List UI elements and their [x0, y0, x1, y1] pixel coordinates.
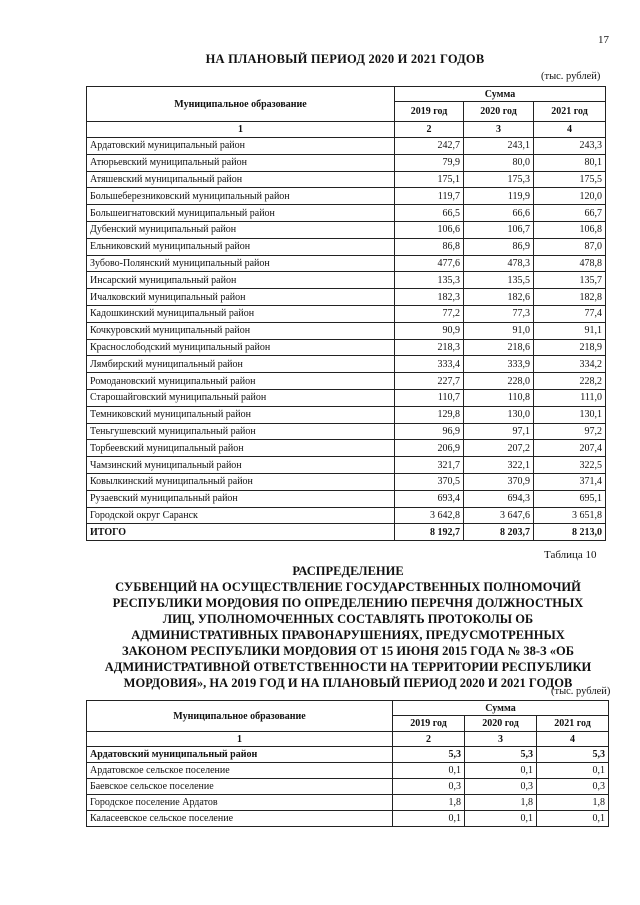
value-2019: 370,5: [395, 473, 464, 490]
table-row: [87, 457, 606, 474]
municipality-name: Инсарский муниципальный район: [87, 272, 395, 289]
value-2020: 333,9: [464, 356, 534, 373]
value-2021: 182,8: [534, 289, 606, 306]
heading-line: РЕСПУБЛИКИ МОРДОВИЯ ПО ОПРЕДЕЛЕНИЮ ПЕРЕЧНЯ ДОЛЖНОСТНЫХ: [112, 596, 584, 610]
table-row: [87, 205, 606, 222]
table-row: [87, 423, 606, 440]
value-2021: 175,5: [534, 171, 606, 188]
value-2021: 1,8: [537, 795, 609, 811]
value-2020: 322,1: [464, 457, 534, 474]
value-2020: 106,7: [464, 221, 534, 238]
value-2021: 66,7: [534, 205, 606, 222]
municipality-name: Ромодановский муниципальный район: [87, 373, 395, 390]
value-2020: 5,3: [465, 747, 537, 763]
value-2019: 1,8: [393, 795, 465, 811]
col-number: 2: [393, 732, 465, 747]
col-header-sum: Сумма: [393, 701, 609, 716]
total-2020: 8 203,7: [464, 524, 534, 541]
value-2021: 478,8: [534, 255, 606, 272]
table-row: [87, 406, 606, 423]
value-2021: 207,4: [534, 440, 606, 457]
value-2020: 1,8: [465, 795, 537, 811]
table-row: [87, 272, 606, 289]
value-2020: 135,5: [464, 272, 534, 289]
total-row: [87, 524, 606, 541]
value-2019: 86,8: [395, 238, 464, 255]
value-2020: 130,0: [464, 406, 534, 423]
col-header-year: 2021 год: [537, 716, 609, 732]
table-row: [87, 322, 606, 339]
value-2019: 321,7: [395, 457, 464, 474]
value-2019: 206,9: [395, 440, 464, 457]
value-2019: 0,1: [393, 811, 465, 827]
value-2019: 90,9: [395, 322, 464, 339]
distribution-table-2: [86, 700, 609, 827]
value-2021: 130,1: [534, 406, 606, 423]
table-row: [87, 811, 609, 827]
table-row: [87, 473, 606, 490]
col-header-year: 2020 год: [464, 102, 534, 122]
value-2020: 218,6: [464, 339, 534, 356]
col-number: 4: [534, 122, 606, 138]
table2-heading: [88, 563, 608, 691]
col-header-year: 2020 год: [465, 716, 537, 732]
total-2021: 8 213,0: [534, 524, 606, 541]
municipality-name: Теньгушевский муниципальный район: [87, 423, 395, 440]
value-2019: 129,8: [395, 406, 464, 423]
municipality-name: Чамзинский муниципальный район: [87, 457, 395, 474]
col-number: 3: [465, 732, 537, 747]
table-row: [87, 221, 606, 238]
municipality-name: Лямбирский муниципальный район: [87, 356, 395, 373]
table-row: [87, 171, 606, 188]
value-2020: 175,3: [464, 171, 534, 188]
table-row: [87, 747, 609, 763]
heading-line: ЗАКОНОМ РЕСПУБЛИКИ МОРДОВИЯ ОТ 15 ИЮНЯ 2015 ГОДА № 38-З «ОБ: [121, 644, 575, 658]
value-2019: 477,6: [395, 255, 464, 272]
municipality-name: Городской округ Саранск: [87, 507, 395, 524]
table-row: [87, 356, 606, 373]
table-row: [87, 339, 606, 356]
table1-body: [87, 138, 606, 524]
value-2021: 111,0: [534, 389, 606, 406]
value-2020: 110,8: [464, 389, 534, 406]
value-2020: 66,6: [464, 205, 534, 222]
value-2021: 5,3: [537, 747, 609, 763]
table-number-label: Таблица 10: [544, 549, 597, 561]
table-row: [87, 188, 606, 205]
value-2021: 106,8: [534, 221, 606, 238]
value-2020: 694,3: [464, 490, 534, 507]
table1-heading: НА ПЛАНОВЫЙ ПЕРИОД 2020 И 2021 ГОДОВ: [205, 52, 485, 66]
value-2020: 182,6: [464, 289, 534, 306]
municipality-name: Ичалковский муниципальный район: [87, 289, 395, 306]
value-2019: 175,1: [395, 171, 464, 188]
col-number: 3: [464, 122, 534, 138]
value-2020: 80,0: [464, 154, 534, 171]
heading-line: МОРДОВИЯ», НА 2019 ГОД И НА ПЛАНОВЫЙ ПЕРИОД 2020 И 2021 ГОДОВ: [123, 676, 573, 690]
table-row: [87, 763, 609, 779]
value-2019: 96,9: [395, 423, 464, 440]
table2-body: [87, 747, 609, 827]
value-2021: 218,9: [534, 339, 606, 356]
municipality-name: Кочкуровский муниципальный район: [87, 322, 395, 339]
value-2021: 334,2: [534, 356, 606, 373]
municipality-name: Ардатовский муниципальный район: [87, 138, 395, 155]
value-2021: 243,3: [534, 138, 606, 155]
value-2020: 228,0: [464, 373, 534, 390]
value-2019: 0,3: [393, 779, 465, 795]
value-2019: 5,3: [393, 747, 465, 763]
distribution-table-1: [86, 86, 606, 541]
value-2021: 322,5: [534, 457, 606, 474]
table-row: [87, 389, 606, 406]
value-2020: 77,3: [464, 305, 534, 322]
value-2021: 80,1: [534, 154, 606, 171]
table-row: [87, 138, 606, 155]
table2-units: (тыс. рублей): [551, 686, 611, 697]
col-number: 1: [87, 122, 395, 138]
value-2019: 693,4: [395, 490, 464, 507]
municipality-name: Большеигнатовский муниципальный район: [87, 205, 395, 222]
municipality-name: Ардатовское сельское поселение: [87, 763, 393, 779]
table-row: [87, 255, 606, 272]
page-number: 17: [598, 34, 609, 46]
value-2021: 0,3: [537, 779, 609, 795]
value-2019: 242,7: [395, 138, 464, 155]
total-2019: 8 192,7: [395, 524, 464, 541]
value-2019: 110,7: [395, 389, 464, 406]
value-2019: 3 642,8: [395, 507, 464, 524]
value-2019: 119,7: [395, 188, 464, 205]
table1-units: (тыс. рублей): [541, 71, 601, 82]
col-number: 4: [537, 732, 609, 747]
value-2020: 0,1: [465, 811, 537, 827]
value-2019: 227,7: [395, 373, 464, 390]
municipality-name: Атюрьевский муниципальный район: [87, 154, 395, 171]
value-2021: 120,0: [534, 188, 606, 205]
table-row: [87, 305, 606, 322]
col-number: 1: [87, 732, 393, 747]
value-2019: 182,3: [395, 289, 464, 306]
table-row: [87, 154, 606, 171]
table-row: [87, 238, 606, 255]
col-number: 2: [395, 122, 464, 138]
municipality-name: Баевское сельское поселение: [87, 779, 393, 795]
heading-line: СУБВЕНЦИЙ НА ОСУЩЕСТВЛЕНИЕ ГОСУДАРСТВЕННЫХ ПОЛНОМОЧИЙ: [115, 580, 581, 594]
table-row: [87, 373, 606, 390]
value-2019: 106,6: [395, 221, 464, 238]
value-2021: 87,0: [534, 238, 606, 255]
value-2021: 97,2: [534, 423, 606, 440]
municipality-name: Ельниковский муниципальный район: [87, 238, 395, 255]
value-2021: 135,7: [534, 272, 606, 289]
heading-line: АДМИНИСТРАТИВНОЙ ОТВЕТСТВЕННОСТИ НА ТЕРРИТОРИИ РЕСПУБЛИКИ: [104, 660, 592, 674]
value-2019: 79,9: [395, 154, 464, 171]
value-2019: 77,2: [395, 305, 464, 322]
value-2020: 207,2: [464, 440, 534, 457]
table-row: [87, 440, 606, 457]
municipality-name: Темниковский муниципальный район: [87, 406, 395, 423]
municipality-name: Зубово-Полянский муниципальный район: [87, 255, 395, 272]
value-2021: 77,4: [534, 305, 606, 322]
heading-line: ЛИЦ, УПОЛНОМОЧЕННЫХ СОСТАВЛЯТЬ ПРОТОКОЛЫ ОБ: [162, 612, 534, 626]
col-header-year: 2019 год: [395, 102, 464, 122]
value-2020: 86,9: [464, 238, 534, 255]
value-2020: 91,0: [464, 322, 534, 339]
col-header-year: 2021 год: [534, 102, 606, 122]
value-2019: 135,3: [395, 272, 464, 289]
table-row: [87, 490, 606, 507]
value-2020: 3 647,6: [464, 507, 534, 524]
municipality-name: Старошайговский муниципальный район: [87, 389, 395, 406]
municipality-name: Ковылкинский муниципальный район: [87, 473, 395, 490]
value-2021: 0,1: [537, 763, 609, 779]
value-2021: 0,1: [537, 811, 609, 827]
value-2021: 91,1: [534, 322, 606, 339]
col-header-sum: Сумма: [395, 87, 606, 102]
value-2020: 0,1: [465, 763, 537, 779]
municipality-name: Торбеевский муниципальный район: [87, 440, 395, 457]
value-2020: 0,3: [465, 779, 537, 795]
municipality-name: Атяшевский муниципальный район: [87, 171, 395, 188]
col-header-municipality: Муниципальное образование: [87, 87, 395, 122]
value-2019: 218,3: [395, 339, 464, 356]
municipality-name: Краснослободский муниципальный район: [87, 339, 395, 356]
value-2021: 695,1: [534, 490, 606, 507]
value-2019: 66,5: [395, 205, 464, 222]
municipality-name: Рузаевский муниципальный район: [87, 490, 395, 507]
heading-line: АДМИНИСТРАТИВНЫХ ПРАВОНАРУШЕНИЯХ, ПРЕДУСМОТРЕННЫХ: [131, 628, 565, 642]
municipality-name: Большеберезниковский муниципальный район: [87, 188, 395, 205]
table-row: [87, 289, 606, 306]
col-header-municipality: Муниципальное образование: [87, 701, 393, 732]
value-2020: 97,1: [464, 423, 534, 440]
value-2020: 119,9: [464, 188, 534, 205]
total-label: ИТОГО: [87, 524, 395, 541]
value-2019: 333,4: [395, 356, 464, 373]
municipality-name: Ардатовский муниципальный район: [87, 747, 393, 763]
municipality-name: Каласеевское сельское поселение: [87, 811, 393, 827]
value-2020: 370,9: [464, 473, 534, 490]
table-row: [87, 779, 609, 795]
table-row: [87, 507, 606, 524]
table-row: [87, 795, 609, 811]
value-2021: 228,2: [534, 373, 606, 390]
municipality-name: Дубенский муниципальный район: [87, 221, 395, 238]
municipality-name: Кадошкинский муниципальный район: [87, 305, 395, 322]
col-header-year: 2019 год: [393, 716, 465, 732]
value-2021: 371,4: [534, 473, 606, 490]
value-2020: 478,3: [464, 255, 534, 272]
value-2019: 0,1: [393, 763, 465, 779]
value-2021: 3 651,8: [534, 507, 606, 524]
municipality-name: Городское поселение Ардатов: [87, 795, 393, 811]
value-2020: 243,1: [464, 138, 534, 155]
heading-line: РАСПРЕДЕЛЕНИЕ: [292, 564, 404, 578]
